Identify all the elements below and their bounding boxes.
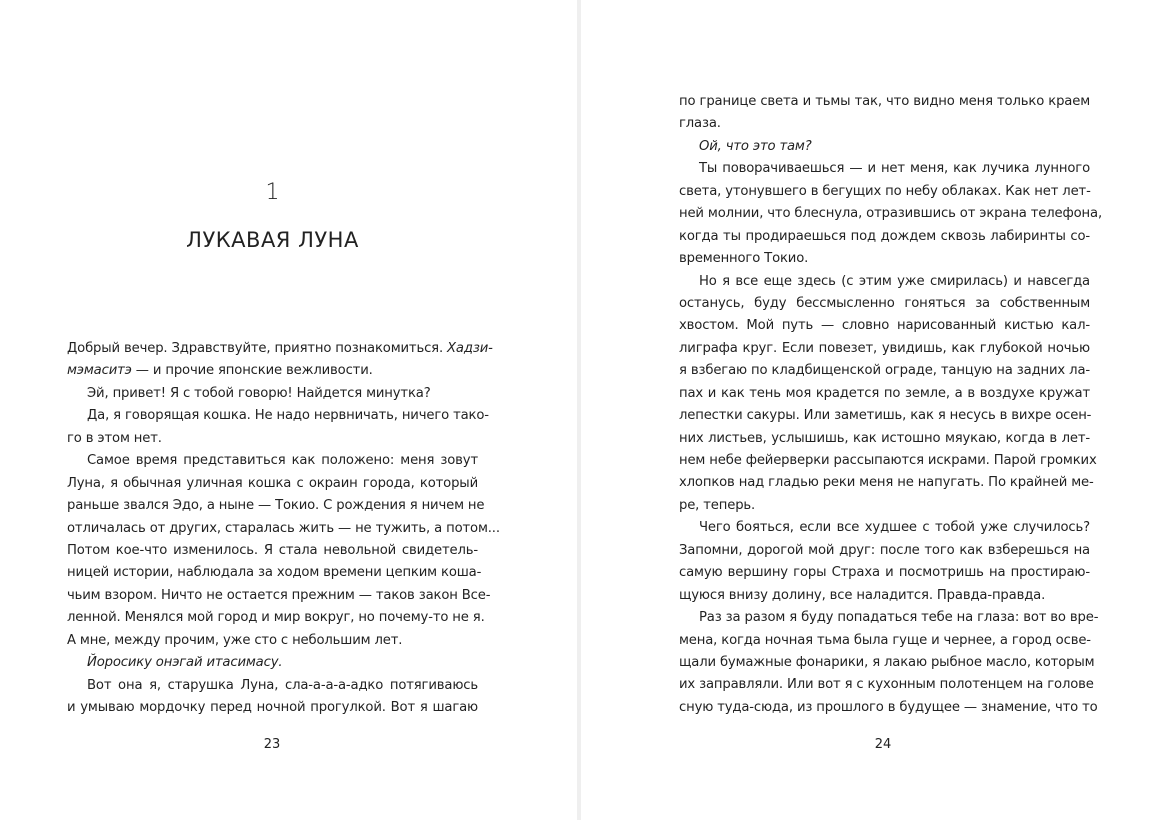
- left-page: [0, 0, 577, 820]
- text-line: [679, 562, 1090, 584]
- text-run: раньше звался Эдо, а ныне — Токио. С рождения я ничем не: [67, 498, 485, 514]
- text-run: го в этом нет.: [67, 430, 162, 446]
- text-line: [679, 652, 1095, 674]
- text-line: [679, 91, 1090, 113]
- text-line: [679, 158, 1090, 180]
- text-line: [679, 113, 1090, 135]
- text-run: их заправляли. Или вот я с кухонным полотенцем на голове: [679, 677, 1094, 693]
- text-line: [67, 360, 478, 382]
- text-line: [679, 338, 1090, 360]
- text-run: сную туда-сюда, из прошлого в будущее — знамение, что то: [679, 699, 1098, 715]
- text-run: них листьев, услышишь, как истошно мяукаю, когда в лет-: [679, 430, 1090, 446]
- italic-text: Хадзи-: [447, 341, 493, 356]
- text-run: ней молнии, что блеснула, отразившись от экрана телефона,: [679, 206, 1102, 222]
- italic-text: мэмаситэ: [67, 363, 132, 379]
- text-line: [679, 517, 1090, 539]
- text-line: [679, 428, 1090, 450]
- text-run: хвостом. Мой путь — словно нарисованный кистью кал-: [679, 318, 1090, 334]
- chapter-title: ЛУКАВАЯ ЛУНА: [186, 228, 359, 252]
- text-line: [67, 405, 489, 427]
- right-page-text: [679, 91, 1102, 719]
- text-run: Эй, привет! Я с тобой говорю! Найдется минутка?: [87, 385, 431, 401]
- text-line: [67, 652, 478, 674]
- text-line: [67, 697, 478, 719]
- text-run: А мне, между прочим, уже сто с небольшим лет.: [67, 632, 403, 648]
- text-run: ленной. Менялся мой город и мир вокруг, но почему-то не я.: [67, 610, 485, 626]
- text-line: [67, 562, 482, 584]
- text-line: [679, 495, 1090, 517]
- text-line: [679, 405, 1090, 427]
- text-line: [67, 585, 491, 607]
- text-run: самую вершину горы Страха и посмотришь на простираю-: [679, 565, 1090, 581]
- text-run: нем небе фейерверки рассыпаются искрами. Парой громких: [679, 453, 1097, 468]
- text-line: [679, 181, 1090, 203]
- text-line: [679, 540, 1090, 562]
- text-run: по границе света и тьмы так, что видно меня только краем: [679, 94, 1090, 109]
- text-line: [679, 248, 1090, 270]
- text-run: мена, когда ночная тьма была гуще и чернее, а город осве-: [679, 632, 1091, 648]
- text-line: [679, 360, 1090, 382]
- text-run: останусь, буду бессмысленно гоняться за собственным: [679, 295, 1090, 311]
- text-line: [67, 383, 478, 405]
- text-run: ре, теперь.: [679, 497, 756, 513]
- text-line: [679, 293, 1090, 315]
- text-line: [67, 518, 500, 540]
- text-line: [679, 203, 1102, 225]
- page-number-left: 23: [263, 737, 281, 752]
- text-line: [67, 338, 493, 360]
- left-page-text: [67, 338, 500, 719]
- text-run: временного Токио.: [679, 251, 809, 267]
- text-line: [679, 607, 1099, 629]
- text-run: чьим взором. Ничто не остается прежним — таков закон Все-: [67, 587, 491, 603]
- text-line: [679, 136, 1090, 158]
- text-run: лиграфа круг. Если повезет, увидишь, как глубокой ночью: [679, 340, 1090, 356]
- text-line: [679, 450, 1097, 472]
- page-number-right: 24: [874, 737, 892, 752]
- text-run: Но я все еще здесь (с этим уже смирилась) и навсегда: [699, 273, 1090, 289]
- text-line: [67, 450, 478, 472]
- text-line: [679, 472, 1094, 494]
- text-line: [67, 675, 478, 697]
- text-line: [679, 315, 1090, 337]
- text-run: я взбегаю по кладбищенской ограде, танцую на задних ла-: [679, 363, 1090, 379]
- text-run: хлопков над гладью реки меня не напугать. По крайней ме-: [679, 475, 1094, 491]
- text-run: — и прочие японские вежливости.: [131, 363, 373, 379]
- text-run: света, утонувшего в бегущих по небу облаках. Как нет лет-: [679, 183, 1091, 199]
- text-run: Ты поворачиваешься — и нет меня, как лучика лунного: [699, 161, 1090, 177]
- chapter-number: 1: [265, 180, 280, 205]
- text-run: Вот она я, старушка Луна, сла-а-а-а-адко потягиваюсь: [87, 677, 478, 693]
- text-line: [679, 697, 1098, 719]
- text-line: [679, 271, 1090, 293]
- text-run: глаза.: [679, 116, 721, 132]
- text-run: отличалась от других, старалась жить — не тужить, а потом...: [67, 520, 500, 536]
- text-line: [67, 630, 478, 652]
- right-page: [581, 0, 1158, 820]
- text-run: Добрый вечер. Здравствуйте, приятно познакомиться.: [67, 341, 448, 356]
- text-line: [67, 473, 478, 495]
- text-run: пах и как тень моя крадется по земле, а в воздухе кружат: [679, 385, 1090, 401]
- text-line: [679, 630, 1090, 652]
- text-line: [67, 607, 485, 629]
- text-line: [67, 540, 478, 562]
- text-run: ницей истории, наблюдала за ходом времени цепким коша-: [67, 565, 482, 581]
- text-run: Чего бояться, если все худшее с тобой уже случилось?: [699, 520, 1090, 536]
- text-line: [679, 585, 1090, 607]
- text-run: когда ты продираешься под дождем сквозь лабиринты со-: [679, 228, 1090, 244]
- text-line: [67, 495, 485, 517]
- italic-text: Ой, что это там?: [699, 138, 812, 154]
- text-run: лепестки сакуры. Или заметишь, как я несусь в вихре осен-: [679, 408, 1092, 424]
- text-line: [67, 428, 478, 450]
- text-run: Луна, я обычная уличная кошка с окраин города, который: [67, 475, 478, 491]
- text-run: Самое время представиться как положено: меня зовут: [87, 453, 478, 469]
- text-run: щуюся внизу долину, все наладится. Правда-правда.: [679, 587, 1046, 603]
- text-run: Раз за разом я буду попадаться тебе на глаза: вот во вре-: [699, 610, 1099, 626]
- text-line: [679, 226, 1090, 248]
- text-line: [679, 674, 1094, 696]
- text-run: Потом кое-что изменилось. Я стала невольной свидетель-: [67, 542, 478, 558]
- text-run: и умываю мордочку перед ночной прогулкой. Вот я шагаю: [67, 700, 478, 715]
- text-run: щали бумажные фонарики, я лакаю рыбное масло, которым: [679, 654, 1095, 670]
- text-run: Запомни, дорогой мой друг: после того как взберешься на: [679, 542, 1090, 558]
- text-run: Да, я говорящая кошка. Не надо нервничать, ничего тако-: [87, 408, 489, 424]
- text-line: [679, 383, 1090, 405]
- italic-text: Йоросику онэгай итасимасу.: [87, 655, 283, 671]
